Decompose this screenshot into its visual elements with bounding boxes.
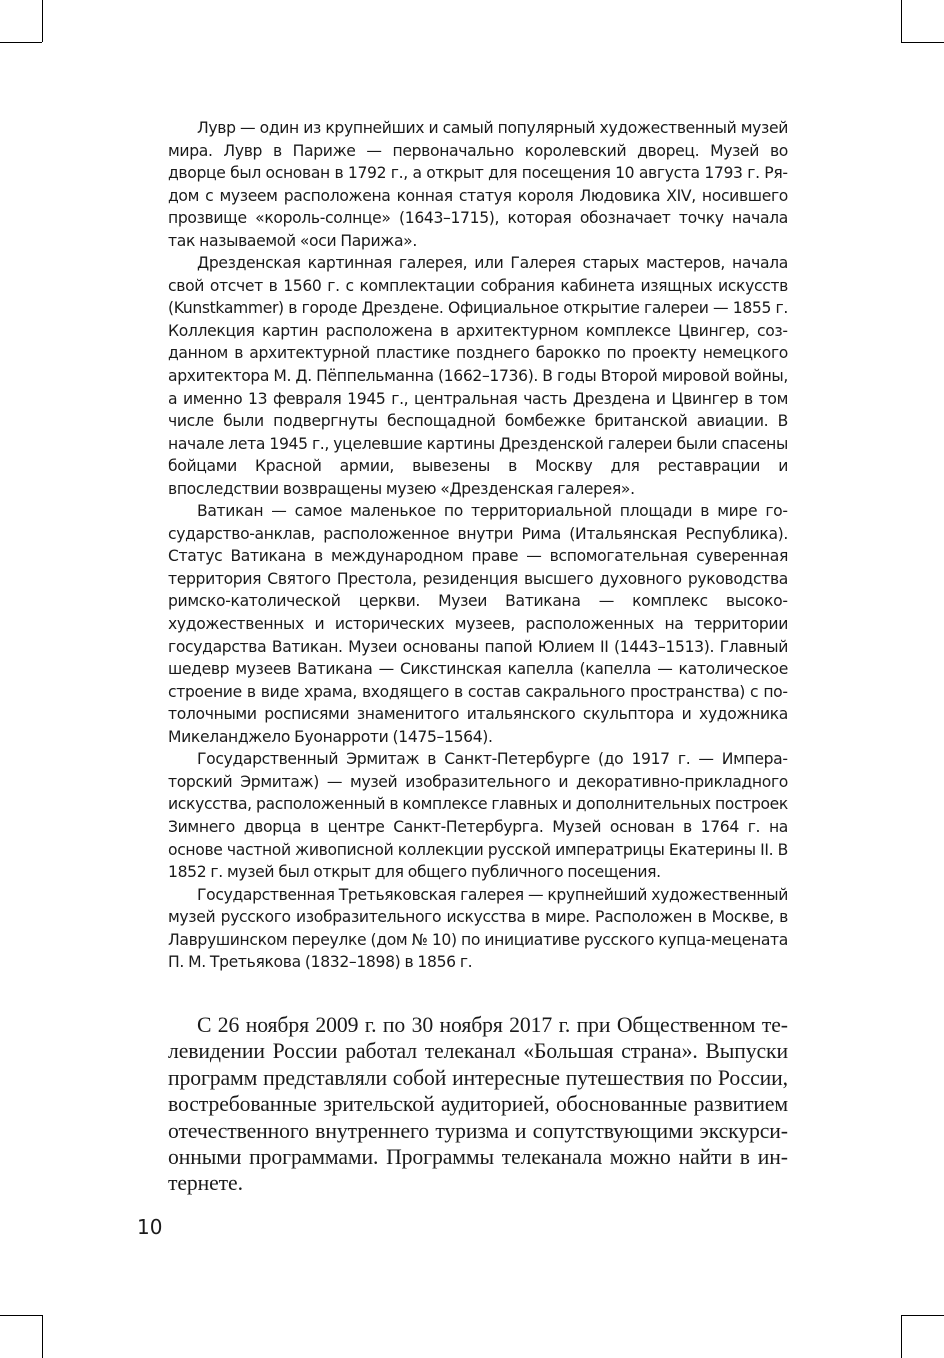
crop-mark-top-left-vertical [42, 0, 43, 42]
main-text [168, 1012, 788, 1197]
paragraph-tv-channel: С 26 ноября 2009 г. по 30 ноября 2017 г. при Общественном телевидении России работал телеканал «Большая страна». Выпуски программ представляли собой интересные путешествия по России, востребованные зрительской аудиторией, обоснованные развитием отечественного внутреннего туризма и сопутствующими экскурсионными программами. Программы телеканала можно найти в интернете. [168, 1013, 788, 1196]
crop-mark-top-left-horizontal [0, 42, 42, 43]
paragraph-vatican: Ватикан — самое маленькое по территориальной площади в мире государство-анклав, расположенное внутри Рима (Итальянская Республика). Статус Ватикана в международном праве — вспомогательная суверенная территория Святого Престола, резиденция высшего духовного руководства римско-католической церкви. Музеи Ватикана — комплекс высокохудожественных и исторических музеев, расположенных на территории государства Ватикан. Музеи основаны папой Юлием II (1443–1513). Главный шедевр музеев Ватикана — Сикстинская капелла (капелла — католическое строение в виде храма, входящего в состав сакрального пространства) с потолочными росписями знаменитого итальянского скульптора и художника Микеланджело Буонарроти (1475–1564). [168, 502, 788, 746]
crop-mark-top-right-horizontal [901, 42, 944, 43]
paragraph-dresden-gallery: Дрезденская картинная галерея, или Галерея старых мастеров, начала свой отсчет в 1560 г. с комплектации собрания кабинета изящных искусств (Kunstkammer) в городе Дрездене. Официальное открытие галереи — 1855 г. Коллекция картин расположена в архитектурном комплексе Цвингер, созданном в архитектурной пластике позднего барокко по проекту немецкого архитектора М. Д. Пёппельманна (1662–1736). В годы Второй мировой войны, а именно 13 февраля 1945 г., центральная часть Дрездена и Цвингер в том числе были подвергнуты беспощадной бомбежке британской авиации. В начале лета 1945 г., уцелевшие картины Дрезденской галереи были спасены бойцами Красной армии, вывезены в Москву для реставрации и впоследствии возвращены музею «Дрезденская галерея». [168, 254, 788, 498]
crop-mark-bottom-right-horizontal [901, 1315, 944, 1316]
crop-mark-bottom-right-vertical [901, 1315, 902, 1358]
page-number: 10 [137, 1215, 163, 1239]
paragraph-tretyakov-gallery: Государственная Третьяковская галерея — крупнейший художественный музей русского изобразительного искусства в мире. Расположен в Москве, в Лаврушинском переулке (дом № 10) по инициативе русского купца-мецената П. М. Третьякова (1832–1898) в 1856 г. [168, 885, 788, 972]
paragraph-louvre: Лувр — один из крупнейших и самый популярный художественный музей мира. Лувр в Париже — первоначально королевский дворец. Музей во дворце был основан в 1792 г., а открыт для посещения 10 августа 1793 г. Рядом с музеем расположена конная статуя короля Людовика XIV, носившего прозвище «король-солнце» (1643–1715), которая обозначает точку начала так называемой «оси Парижа». [168, 119, 788, 250]
crop-mark-bottom-left-horizontal [0, 1315, 42, 1316]
paragraph-hermitage: Государственный Эрмитаж в Санкт-Петербурге (до 1917 г. — Императорский Эрмитаж) — музей изобразительного и декоративно-прикладного искусства, расположенный в комплексе главных и дополнительных построек Зимнего дворца в центре Санкт-Петербурга. Музей основан в 1764 г. на основе частной живописной коллекции русской императрицы Екатерины II. В 1852 г. музей был открыт для общего публичного посещения. [168, 750, 788, 882]
crop-mark-bottom-left-vertical [42, 1315, 43, 1358]
crop-mark-top-right-vertical [901, 0, 902, 42]
museum-descriptions [168, 117, 788, 974]
